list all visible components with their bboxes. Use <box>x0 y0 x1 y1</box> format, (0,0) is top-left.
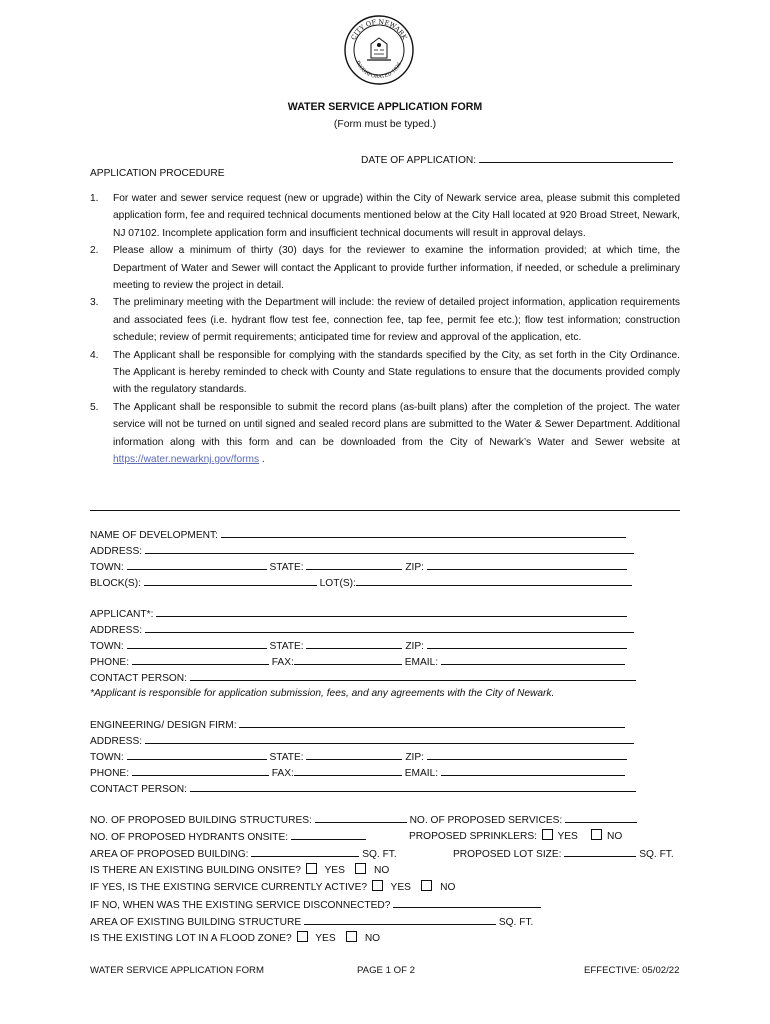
engineering-firm-input[interactable] <box>239 717 625 728</box>
item-text: Please allow a minimum of thirty (30) days for the reviewer to examine the information provided; at which time, the Department of Water and Sewer will contact the Applicant to provide further information, if needed, or schedule a preliminary meeting to review the project in detail. <box>113 245 680 292</box>
svg-text:INCORPORATED 1836: INCORPORATED 1836 <box>354 60 404 81</box>
fax-label: FAX: <box>271 657 294 668</box>
date-label: DATE OF APPLICATION: <box>361 155 477 166</box>
procedure-list <box>90 190 680 469</box>
engineering-address-label: ADDRESS: <box>90 736 143 747</box>
forms-website-link[interactable]: https://water.newarknj.gov/forms <box>113 454 260 466</box>
sqft-label: SQ. FT. <box>362 849 397 860</box>
area-label: AREA OF PROPOSED BUILDING: <box>90 849 249 860</box>
fax-label: FAX: <box>271 768 294 779</box>
proposed-area-row[interactable] <box>90 846 397 861</box>
development-block-row[interactable] <box>90 575 632 590</box>
block-label: BLOCK(S): <box>90 578 141 589</box>
flood-zone-row <box>90 931 380 946</box>
development-town-row[interactable] <box>90 559 627 574</box>
development-name-row[interactable] <box>90 527 626 542</box>
applicant-address-label: ADDRESS: <box>90 625 143 636</box>
applicant-town-row[interactable] <box>90 638 627 653</box>
engineering-phone-row[interactable] <box>90 765 625 780</box>
date-of-application-field[interactable] <box>361 152 673 166</box>
sprinklers-label: PROPOSED SPRINKLERS: <box>409 831 537 842</box>
lot-size-input[interactable] <box>564 846 636 857</box>
sprinklers-yes-checkbox[interactable] <box>542 829 553 840</box>
sprinklers-no-checkbox[interactable] <box>591 829 602 840</box>
service-active-row <box>90 880 455 895</box>
development-name-input[interactable] <box>221 527 626 538</box>
lot-label: LOT(S): <box>319 578 356 589</box>
contact-label: CONTACT PERSON: <box>90 784 187 795</box>
procedure-item <box>90 399 680 469</box>
item-number: 3. <box>90 297 99 309</box>
date-input-line[interactable] <box>479 152 673 163</box>
item-number: 2. <box>90 245 99 257</box>
yes-label: YES <box>390 882 411 893</box>
phone-input[interactable] <box>132 654 269 665</box>
item-number: 1. <box>90 193 99 204</box>
flood-zone-yes-checkbox[interactable] <box>297 931 308 942</box>
no-label: NO <box>607 831 623 842</box>
item-text: For water and sewer service request (new or upgrade) within the City of Newark service area, please submit this completed application form, fee and required technical documents mentioned below at the City Hall located at 920 Broad Street, Newark, NJ 07102. Incomplete application form and insufficient technical documents will result in approval delays. <box>113 193 680 239</box>
services-label: NO. OF PROPOSED SERVICES: <box>409 815 563 826</box>
development-address-label: ADDRESS: <box>90 546 143 557</box>
form-subtitle: (Form must be typed.) <box>333 119 437 130</box>
section-divider <box>90 510 680 511</box>
town-label: TOWN: <box>90 752 124 763</box>
city-seal-logo <box>343 14 415 86</box>
applicant-label: APPLICANT*: <box>90 609 154 620</box>
proposed-structures-row[interactable] <box>90 812 637 827</box>
footer-page-number: PAGE 1 OF 2 <box>357 965 415 976</box>
item-text: The Applicant shall be responsible for complying with the standards specified by the City, as set forth in the City Ordinance. The Applicant is hereby reminded to check with County and State regulations to ensure that the documents provided comply with the regulatory standards. <box>113 349 680 396</box>
sprinklers-group <box>409 829 622 844</box>
existing-area-label: AREA OF EXISTING BUILDING STRUCTURE <box>90 917 302 928</box>
proposed-hydrants-row[interactable] <box>90 829 366 844</box>
footer-form-name: WATER SERVICE APPLICATION FORM <box>90 965 264 976</box>
applicant-address-row[interactable] <box>90 622 634 637</box>
svg-text:CITY OF NEWARK: CITY OF NEWARK <box>349 17 409 42</box>
applicant-input[interactable] <box>156 606 627 617</box>
town-label: TOWN: <box>90 562 124 573</box>
item-text: The Applicant shall be responsible to submit the record plans (as-built plans) after the completion of the project. The water service will not be turned on until signed and sealed record plans are submitted to the Water & Sewer Department. Additional information along with this form and can be downloaded from the City of Newark’s Water and Sewer website at <box>113 401 680 448</box>
item-number: 4. <box>90 349 99 361</box>
service-active-yes-checkbox[interactable] <box>372 880 383 891</box>
existing-area-row[interactable] <box>90 914 533 929</box>
engineering-firm-row[interactable] <box>90 717 625 732</box>
state-label: STATE: <box>269 752 304 763</box>
development-name-label: NAME OF DEVELOPMENT: <box>90 530 218 541</box>
zip-input[interactable] <box>427 559 627 570</box>
applicant-address-input[interactable] <box>145 622 634 633</box>
procedure-item <box>90 347 680 399</box>
area-input[interactable] <box>251 846 359 857</box>
services-input[interactable] <box>565 812 637 823</box>
existing-area-input[interactable] <box>304 914 496 925</box>
state-input[interactable] <box>306 559 402 570</box>
email-input[interactable] <box>441 654 625 665</box>
development-address-input[interactable] <box>145 543 634 554</box>
service-active-question: IF YES, IS THE EXISTING SERVICE CURRENTLY ACTIVE? <box>90 882 368 893</box>
existing-building-question: IS THERE AN EXISTING BUILDING ONSITE? <box>90 865 301 876</box>
structures-label: NO. OF PROPOSED BUILDING STRUCTURES: <box>90 815 312 826</box>
engineering-town-row[interactable] <box>90 749 627 764</box>
state-label: STATE: <box>269 641 304 652</box>
structures-input[interactable] <box>315 812 407 823</box>
zip-input[interactable] <box>427 749 627 760</box>
email-input[interactable] <box>441 765 625 776</box>
zip-input[interactable] <box>427 638 627 649</box>
zip-label: ZIP: <box>405 641 424 652</box>
engineering-address-row[interactable] <box>90 733 634 748</box>
state-input[interactable] <box>306 749 402 760</box>
town-input[interactable] <box>127 749 267 760</box>
procedure-item <box>90 294 680 346</box>
state-label: STATE: <box>269 562 304 573</box>
town-label: TOWN: <box>90 641 124 652</box>
engineering-firm-label: ENGINEERING/ DESIGN FIRM: <box>90 720 237 731</box>
flood-zone-no-checkbox[interactable] <box>346 931 357 942</box>
town-input[interactable] <box>127 559 267 570</box>
town-input[interactable] <box>127 638 267 649</box>
no-label: NO <box>440 882 456 893</box>
procedure-heading: APPLICATION PROCEDURE <box>90 168 225 179</box>
applicant-phone-row[interactable] <box>90 654 625 669</box>
service-active-no-checkbox[interactable] <box>421 880 432 891</box>
disconnected-row[interactable] <box>90 897 541 912</box>
hydrants-input[interactable] <box>291 829 366 840</box>
yes-label: YES <box>315 933 336 944</box>
lot-input[interactable] <box>356 575 632 586</box>
lot-size-group[interactable] <box>453 846 674 861</box>
hydrants-label: NO. OF PROPOSED HYDRANTS ONSITE: <box>90 832 289 843</box>
sqft-label: SQ. FT. <box>498 917 534 928</box>
procedure-item <box>90 242 680 294</box>
existing-building-yes-checkbox[interactable] <box>306 863 317 874</box>
phone-input[interactable] <box>132 765 269 776</box>
sqft-label: SQ. FT. <box>639 849 674 860</box>
item-number: 5. <box>90 401 99 413</box>
existing-building-row <box>90 863 389 878</box>
lot-size-label: PROPOSED LOT SIZE: <box>453 849 562 860</box>
development-address-row[interactable] <box>90 543 634 558</box>
contact-input[interactable] <box>190 670 636 681</box>
footer-effective-date: EFFECTIVE: 05/02/22 <box>584 965 680 976</box>
contact-label: CONTACT PERSON: <box>90 673 187 684</box>
no-label: NO <box>374 865 390 876</box>
block-input[interactable] <box>144 575 317 586</box>
existing-building-no-checkbox[interactable] <box>355 863 366 874</box>
engineering-contact-row[interactable] <box>90 781 636 796</box>
state-input[interactable] <box>306 638 402 649</box>
form-title: WATER SERVICE APPLICATION FORM <box>287 101 483 113</box>
phone-label: PHONE: <box>90 768 130 779</box>
engineering-address-input[interactable] <box>145 733 634 744</box>
item-text: The preliminary meeting with the Department will include: the review of detailed project information, application requirements and associated fees (i.e. hydrant flow test fee, connection fee, tap fee, permit fee etc.); flow test information; construction schedule; review of permit requirements; anticipated time for review and approval of the application, etc. <box>113 297 680 344</box>
yes-label: YES <box>557 831 578 842</box>
disconnected-question: IF NO, WHEN WAS THE EXISTING SERVICE DISCONNECTED? <box>90 900 391 911</box>
disconnected-input[interactable] <box>393 897 541 908</box>
zip-label: ZIP: <box>405 752 424 763</box>
fax-input[interactable] <box>294 654 402 665</box>
email-label: EMAIL: <box>404 657 439 668</box>
procedure-item <box>90 190 680 242</box>
no-label: NO <box>364 933 381 944</box>
item-text-end: . <box>259 454 265 466</box>
email-label: EMAIL: <box>404 768 439 779</box>
zip-label: ZIP: <box>405 562 424 573</box>
applicant-contact-row[interactable] <box>90 670 636 685</box>
fax-input[interactable] <box>294 765 402 776</box>
flood-zone-question: IS THE EXISTING LOT IN A FLOOD ZONE? <box>90 933 292 944</box>
yes-label: YES <box>324 865 345 876</box>
phone-label: PHONE: <box>90 657 130 668</box>
applicant-note: *Applicant is responsible for application submission, fees, and any agreements with the City of Newark. <box>90 688 555 699</box>
applicant-row[interactable] <box>90 606 627 621</box>
contact-input[interactable] <box>190 781 636 792</box>
